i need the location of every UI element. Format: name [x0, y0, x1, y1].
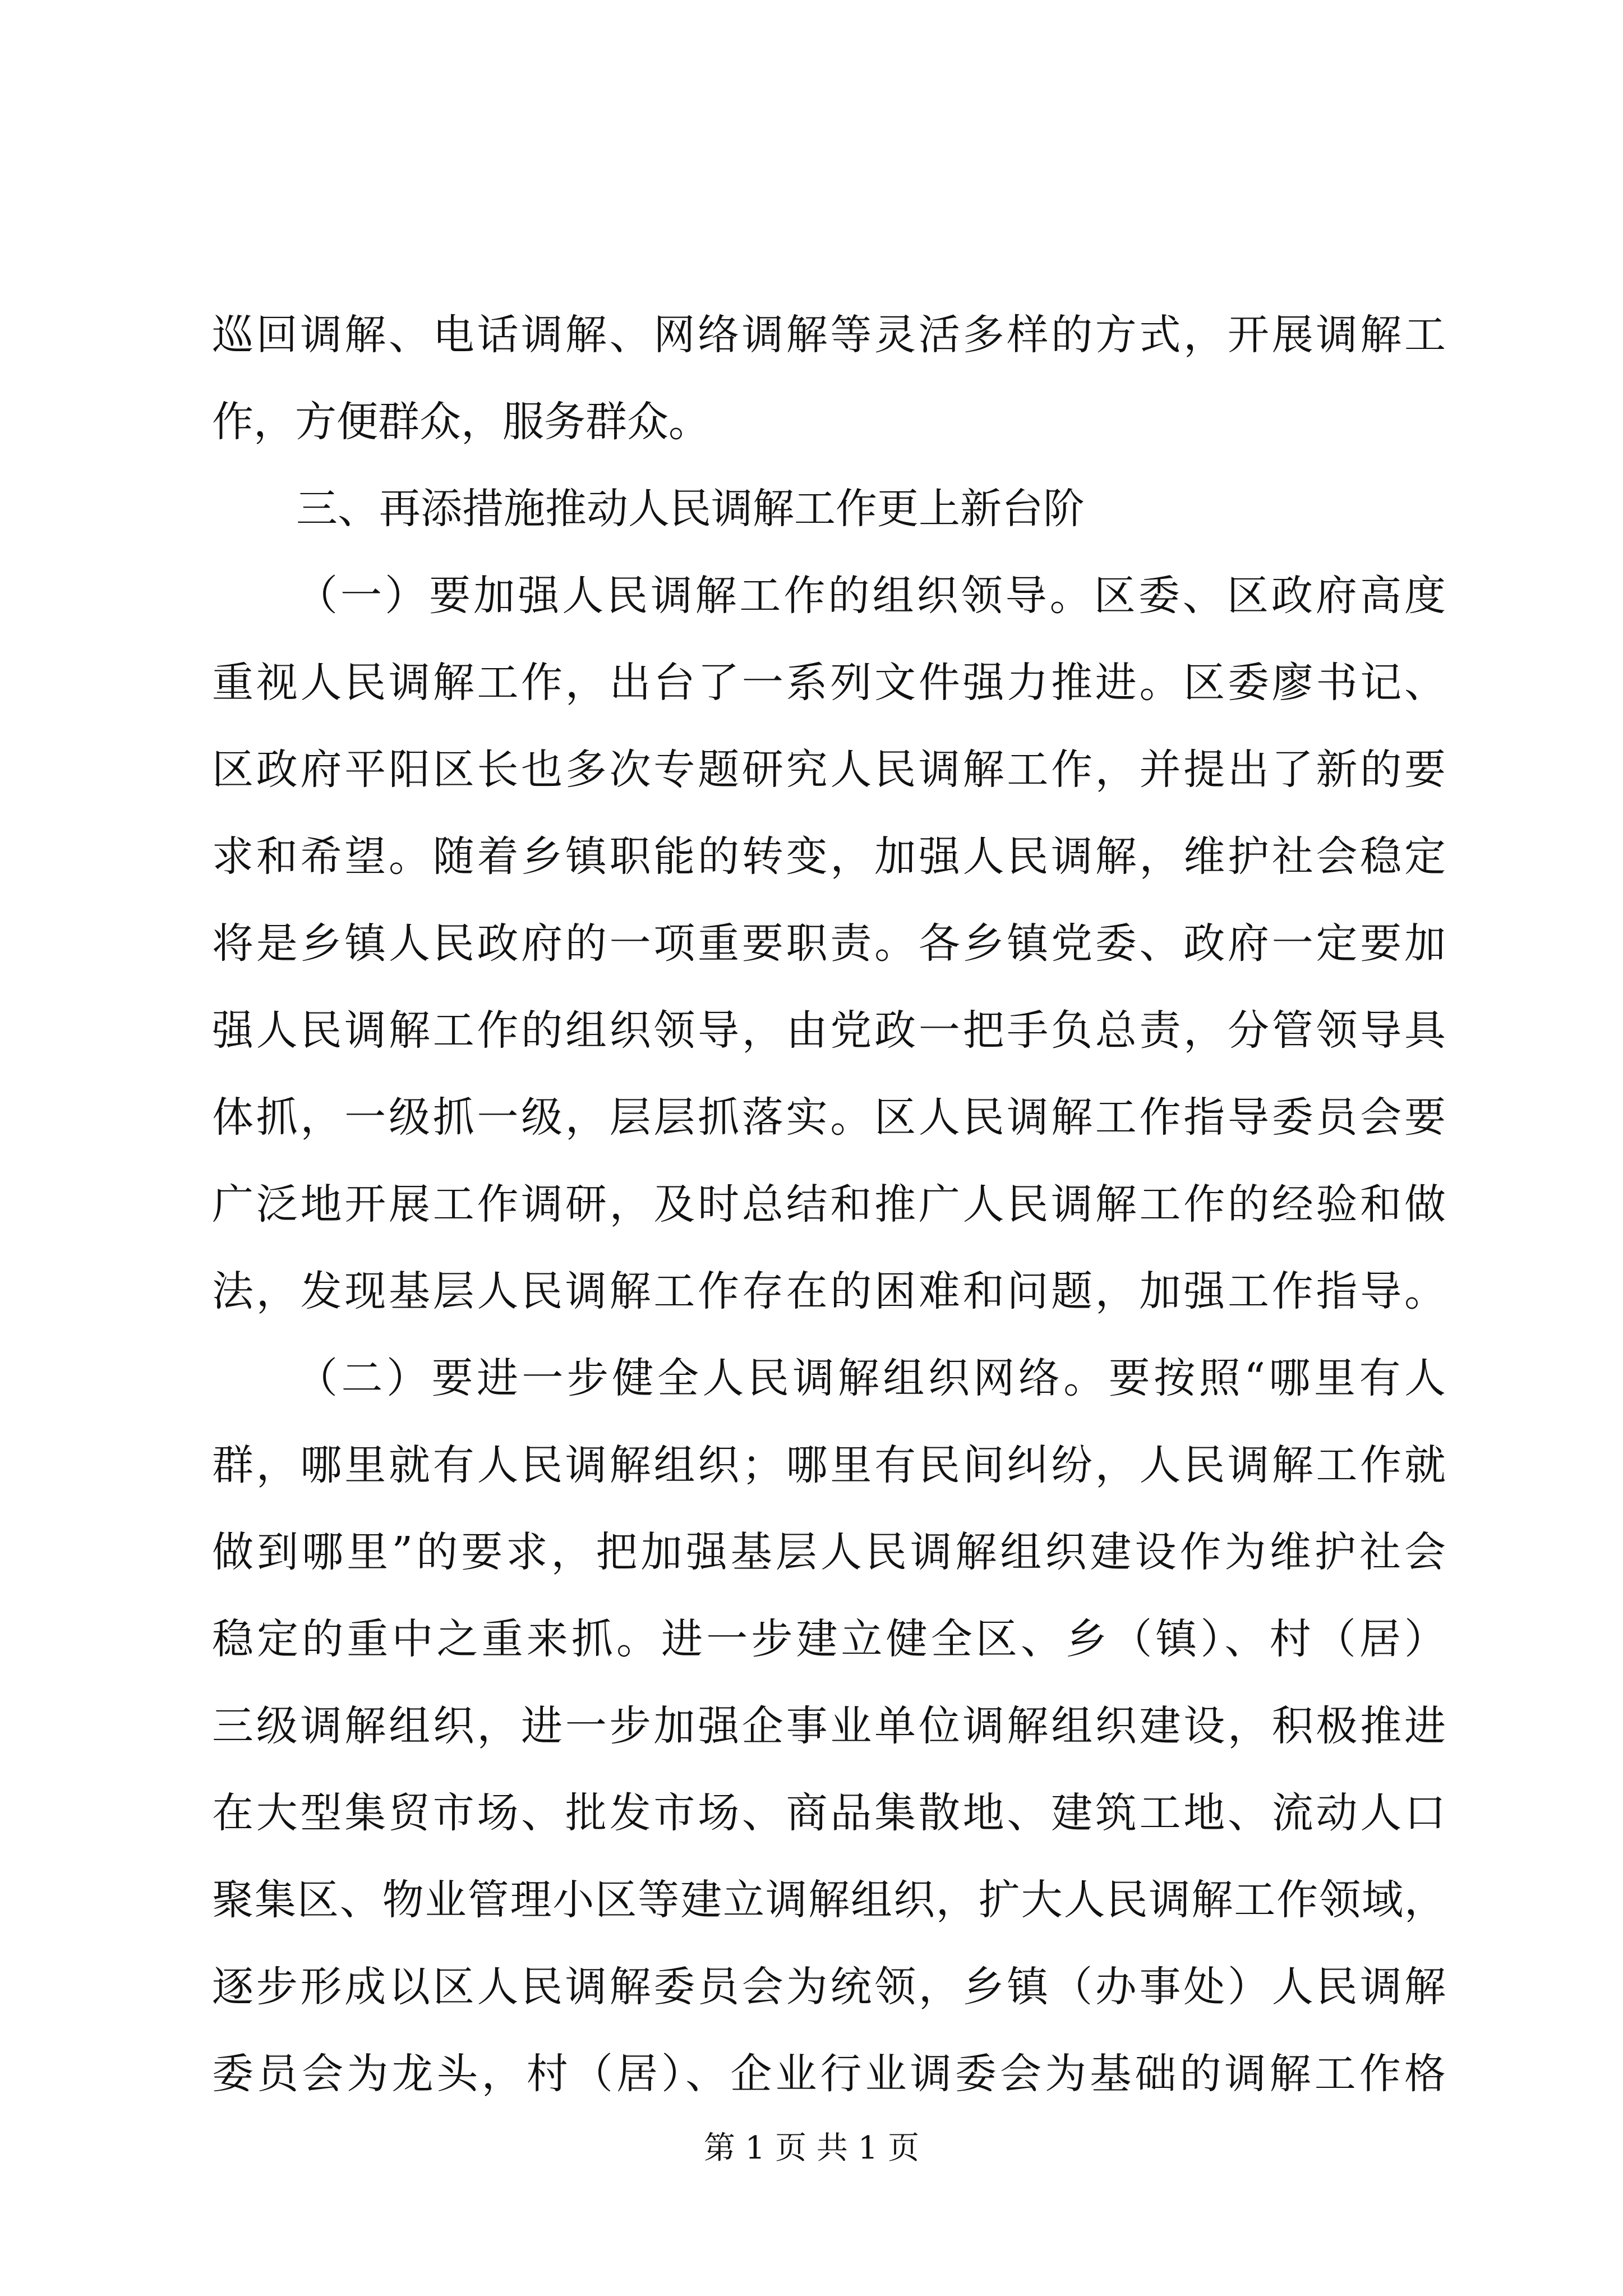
- text-line: 在大型集贸市场、批发市场、商品集散地、建筑工地、流动人口: [212, 1789, 1446, 1837]
- paragraph-start: （一）要加强人民调解工作的组织领导。区委、区政府高度: [296, 572, 1446, 620]
- page-footer: 第 1 页 共 1 页: [703, 2130, 920, 2166]
- text-line: 法，发现基层人民调解工作存在的困难和问题，加强工作指导。: [212, 1267, 1446, 1315]
- text-line: 巡回调解、电话调解、网络调解等灵活多样的方式，开展调解工: [212, 311, 1446, 359]
- text-line: 区政府平阳区长也多次专题研究人民调解工作，并提出了新的要: [212, 746, 1446, 794]
- text-line: 体抓，一级抓一级，层层抓落实。区人民调解工作指导委员会要: [212, 1093, 1446, 1142]
- text-line: 将是乡镇人民政府的一项重要职责。各乡镇党委、政府一定要加: [212, 919, 1446, 968]
- text-line: 求和希望。随着乡镇职能的转变，加强人民调解，维护社会稳定: [212, 832, 1446, 881]
- text-line: 重视人民调解工作，出台了一系列文件强力推进。区委廖书记、: [212, 659, 1446, 707]
- text-line: 广泛地开展工作调研，及时总结和推广人民调解工作的经验和做: [212, 1180, 1446, 1228]
- text-line: 逐步形成以区人民调解委员会为统领，乡镇（办事处）人民调解: [212, 1963, 1446, 2011]
- paragraph-start: （二）要进一步健全人民调解组织网络。要按照“哪里有人: [296, 1354, 1446, 1402]
- text-line: 做到哪里”的要求，把加强基层人民调解组织建设作为维护社会: [212, 1528, 1446, 1576]
- text-line: 聚集区、物业管理小区等建立调解组织，扩大人民调解工作领域，: [212, 1876, 1446, 1924]
- text-line: 委员会为龙头，村（居）、企业行业调委会为基础的调解工作格: [212, 2050, 1446, 2098]
- text-line: 三级调解组织，进一步加强企事业单位调解组织建设，积极推进: [212, 1702, 1446, 1750]
- text-line: 稳定的重中之重来抓。进一步建立健全区、乡（镇）、村（居）: [212, 1615, 1446, 1663]
- text-line: 作，方便群众，服务群众。: [212, 398, 710, 446]
- document-body: [212, 292, 1446, 2118]
- section-heading: 三、再添措施推动人民调解工作更上新台阶: [296, 485, 1085, 533]
- text-line: 群，哪里就有人民调解组织；哪里有民间纠纷，人民调解工作就: [212, 1441, 1446, 1489]
- text-line: 强人民调解工作的组织领导，由党政一把手负总责，分管领导具: [212, 1006, 1446, 1055]
